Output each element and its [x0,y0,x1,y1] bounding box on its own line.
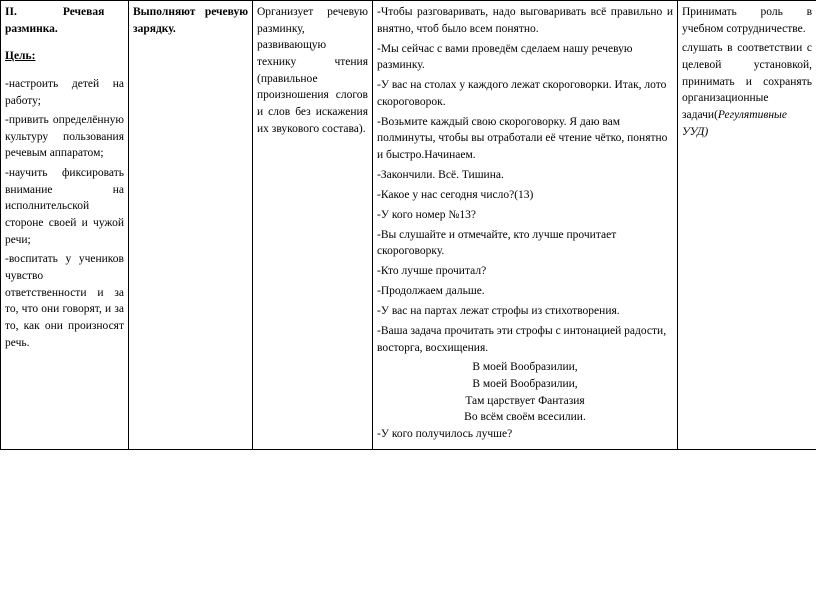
speech-line-5: -Закончили. Всё. Тишина. [377,168,504,181]
cell-teacher-activity [253,1,373,450]
speech-line-6: -Какое у нас сегодня число?(13) [377,188,534,201]
goal-item-3: -научить фиксировать внимание на исполнительской стороне своей и чужой речи; [5,166,124,246]
speech-closing-line: -У кого получилось лучше? [377,428,513,441]
cell-teacher-speech [373,1,678,450]
goal-item-1: -настроить детей на работу; [5,77,124,107]
goal-item-4: -воспитать у учеников чувство ответственности и за то, что они говорят, и за то, как они произносят речь. [5,253,124,349]
skills-line-2 [682,40,812,140]
speech-line-7: -У кого номер №13? [377,208,476,221]
speech-line-8: -Вы слушайте и отмечайте, кто лучше прочитает скороговорку. [377,228,617,258]
cell-students-activity [129,1,253,450]
speech-line-11: -У вас на партах лежат строфы из стихотворения. [377,304,620,317]
table-row [1,1,816,450]
teacher-activity-text: Организует речевую разминку, развивающую технику чтения (правильное произношения слогов и слов без искажения их звукового состава). [257,6,368,135]
speech-line-1: -Чтобы разговаривать, надо выговаривать всё правильно и внятно, чтоб было всем понятно. [377,6,673,35]
poem-line-1: В моей Вообразилии, [472,361,578,374]
students-activity-text: Выполняют речевую зарядку. [133,6,248,35]
poem-line-4: Во всём своём всесилии. [464,411,586,424]
speech-line-2: -Мы сейчас с вами проведём сделаем нашу речевую разминку. [377,42,633,72]
speech-line-3: -У вас на столах у каждого лежат скороговорки. Итак, лото скороговорок. [377,79,667,108]
poem-block [377,359,673,426]
speech-line-4: -Возьмите каждый свою скороговорку. Я даю вам полминуты, чтобы вы отработали её чтение чётко, понятно и быстро.Начинаем. [377,115,668,162]
poem-line-3: Там царствует Фантазия [465,394,585,407]
speech-line-12: -Ваша задача прочитать эти строфы с интонацией радости, восторга, восхищения. [377,324,667,354]
skills-line-2-text: слушать в соответствии с целевой установкой, принимать и сохранять организационные задачи( [682,42,812,121]
goal-item-2: -привить определённую культуру пользования речевым аппаратом; [5,114,124,160]
cell-skills [678,1,816,450]
goal-label: Цель: [5,50,36,63]
cell-stage [1,1,129,450]
stage-title: Речевая разминка. [5,6,105,35]
stage-heading [5,4,124,37]
stage-number: II. [5,6,17,18]
speech-line-9: -Кто лучше прочитал? [377,265,487,278]
skills-uud-label: Регулятивные УУД) [682,108,787,138]
speech-line-10: -Продолжаем дальше. [377,285,485,298]
skills-line-1: Принимать роль в учебном сотрудничестве. [682,6,812,35]
poem-line-2: В моей Вообразилии, [472,378,578,391]
